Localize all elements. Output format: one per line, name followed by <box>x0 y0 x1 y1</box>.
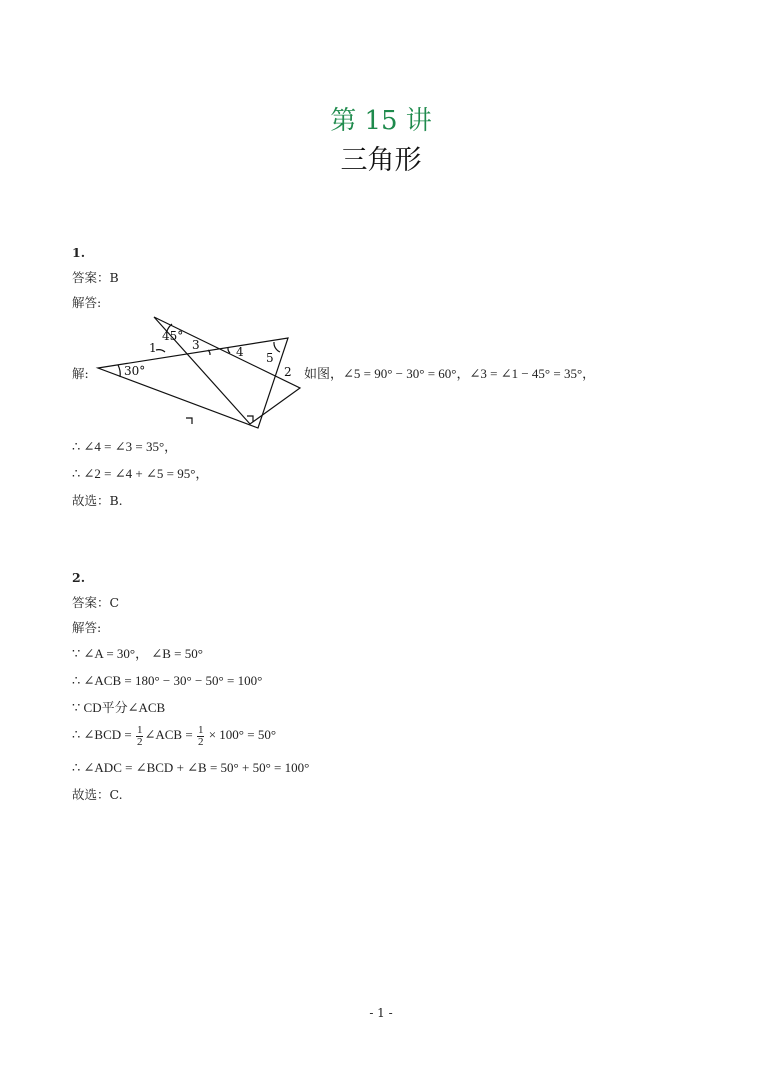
label-5: 5 <box>266 351 274 365</box>
q1-step2: ∴ ∠2 = ∠4 + ∠5 = 95°， <box>72 466 209 481</box>
q1-answer: 答案：B <box>72 270 119 285</box>
page-number: - 1 - <box>369 1006 393 1020</box>
label-30: 30° <box>124 364 146 378</box>
q2-answer: 答案：C <box>72 595 120 610</box>
q2-step4-post: × 100° = 50° <box>205 727 277 742</box>
q2-step5: ∴ ∠ADC = ∠BCD + ∠B = 50° + 50° = 100° <box>72 760 310 775</box>
q1-number: 1. <box>72 245 86 260</box>
q2-step3: ∵ CD平分∠ACB <box>72 700 166 715</box>
q1-choice: 故选：B. <box>72 493 123 508</box>
label-2: 2 <box>284 365 292 379</box>
frac-num: 1 <box>136 723 143 736</box>
q2-step2: ∴ ∠ACB = 180° − 30° − 50° = 100° <box>72 673 263 688</box>
label-3: 3 <box>192 338 200 352</box>
fraction-half-2 <box>197 725 205 748</box>
arc-4 <box>228 348 230 353</box>
q1-solution-label: 解答: <box>72 295 102 310</box>
label-45: 45° <box>162 329 184 343</box>
q2-step1: ∵ ∠A = 30°， ∠B = 50° <box>72 646 203 661</box>
right-angle-mark-1 <box>186 418 192 424</box>
q1-jie-label: 解: <box>72 366 89 381</box>
arc-1 <box>156 350 165 352</box>
label-4: 4 <box>236 345 244 359</box>
label-1: 1 <box>149 341 157 355</box>
frac-num: 1 <box>197 723 204 736</box>
frac-den: 2 <box>197 735 204 748</box>
q2-number: 2. <box>72 570 86 585</box>
q2-choice: 故选：C. <box>72 787 123 802</box>
q2-solution-label: 解答: <box>72 620 102 635</box>
q1-triangle-figure <box>94 312 306 430</box>
q2-step4-mid: ∠ACB = <box>144 727 196 742</box>
frac-den: 2 <box>136 735 143 748</box>
topic-title: 三角形 <box>340 145 422 176</box>
q1-after-figure: 如图，∠5 = 90° − 30° = 60°，∠3 = ∠1 − 45° = 35°， <box>304 366 596 381</box>
lecture-title: 第 15 讲 <box>330 106 432 136</box>
q2-step4-pre: ∴ ∠BCD = <box>72 727 135 742</box>
q1-step1: ∴ ∠4 = ∠3 = 35°， <box>72 439 178 454</box>
q2-step4 <box>72 724 276 748</box>
fraction-half-1 <box>136 725 144 748</box>
arc-5 <box>274 342 280 352</box>
